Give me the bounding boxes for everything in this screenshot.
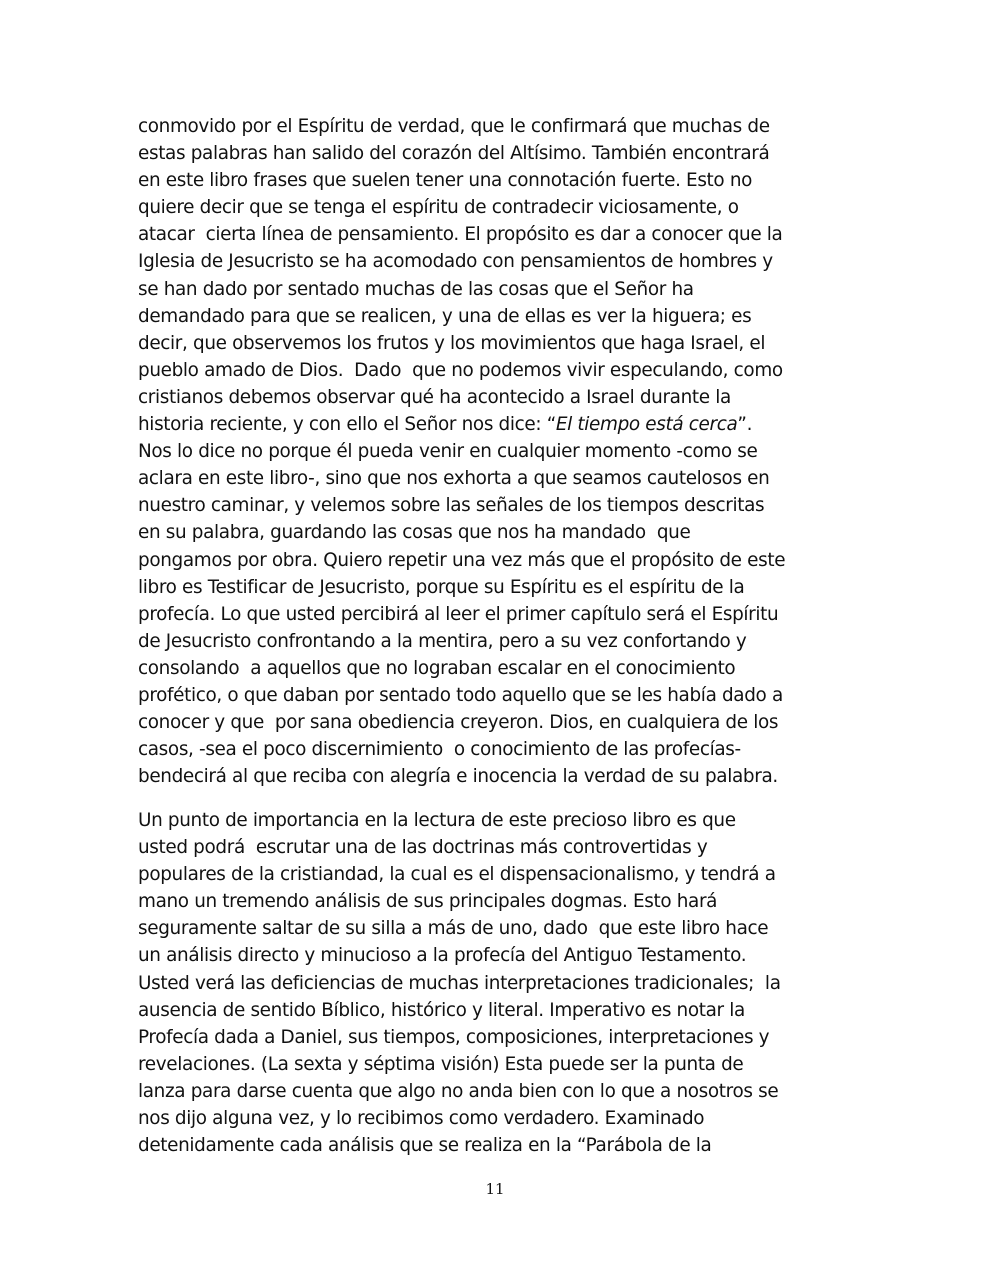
text-line: usted podrá escrutar una de las doctrinas más controvertidas y xyxy=(138,837,708,859)
text-line: revelaciones. (La sexta y séptima visión) Esta puede ser la punta de xyxy=(138,1053,744,1075)
text-line: seguramente saltar de su silla a más de uno, dado que este libro hace xyxy=(138,918,769,940)
text-line: detenidamente cada análisis que se realiza en la “Parábola de la xyxy=(138,1135,712,1157)
text-line: cristianos debemos observar qué ha acontecido a Israel durante la xyxy=(138,386,731,408)
text-line: conocer y que por sana obediencia creyeron. Dios, en cualquiera de los xyxy=(138,712,779,734)
text-line: de Jesucristo confrontando a la mentira, pero a su vez confortando y xyxy=(138,630,747,652)
text-line: en su palabra, guardando las cosas que nos ha mandado que xyxy=(138,522,691,544)
text-line-with-quote xyxy=(138,411,785,438)
paragraph-2 xyxy=(138,807,781,1159)
text-line: estas palabras han salido del corazón del Altísimo. También encontrará xyxy=(138,143,770,165)
page-number: 11 xyxy=(485,1180,505,1198)
text-line: en este libro frases que suelen tener una connotación fuerte. Esto no xyxy=(138,170,753,192)
paragraph-1 xyxy=(138,113,785,790)
text-line: consolando a aquellos que no lograban escalar en el conocimiento xyxy=(138,657,736,679)
text-line: libro es Testificar de Jesucristo, porque su Espíritu es el espíritu de la xyxy=(138,576,745,598)
text-line: populares de la cristiandad, la cual es el dispensacionalismo, y tendrá a xyxy=(138,864,776,886)
text-line: ausencia de sentido Bíblico, histórico y literal. Imperativo es notar la xyxy=(138,999,745,1021)
italic-quote: El tiempo está cerca xyxy=(555,414,738,436)
text-segment: ”. xyxy=(737,414,753,436)
text-line: Un punto de importancia en la lectura de este precioso libro es que xyxy=(138,810,736,831)
text-line: Nos lo dice no porque él pueda venir en cualquier momento -como se xyxy=(138,441,758,463)
text-line: demandado para que se realicen, y una de ellas es ver la higuera; es xyxy=(138,305,752,327)
text-line: casos, -sea el poco discernimiento o conocimiento de las profecías- xyxy=(138,739,741,761)
text-segment: historia reciente, y con ello el Señor nos dice: “ xyxy=(138,414,556,436)
text-line: Iglesia de Jesucristo se ha acomodado con pensamientos de hombres y xyxy=(138,251,773,273)
text-line: decir, que observemos los frutos y los movimientos que haga Israel, el xyxy=(138,332,766,354)
text-line: quiere decir que se tenga el espíritu de contradecir viciosamente, o xyxy=(138,197,739,219)
text-line: un análisis directo y minucioso a la profecía del Antiguo Testamento. xyxy=(138,945,747,967)
text-line: nuestro caminar, y velemos sobre las señales de los tiempos descritas xyxy=(138,495,765,517)
text-line: Usted verá las deficiencias de muchas interpretaciones tradicionales; la xyxy=(138,972,781,994)
text-line: profecía. Lo que usted percibirá al leer el primer capítulo será el Espíritu xyxy=(138,603,779,625)
text-line: bendecirá al que reciba con alegría e inocencia la verdad de su palabra. xyxy=(138,766,778,788)
text-line: lanza para darse cuenta que algo no anda bien con lo que a nosotros se xyxy=(138,1080,779,1102)
text-line: nos dijo alguna vez, y lo recibimos como verdadero. Examinado xyxy=(138,1108,705,1130)
text-line: pongamos por obra. Quiero repetir una vez más que el propósito de este xyxy=(138,549,786,571)
text-line: profético, o que daban por sentado todo aquello que se les había dado a xyxy=(138,684,783,706)
text-line: mano un tremendo análisis de sus principales dogmas. Esto hará xyxy=(138,891,718,913)
text-line: se han dado por sentado muchas de las cosas que el Señor ha xyxy=(138,278,694,300)
text-line: Profecía dada a Daniel, sus tiempos, composiciones, interpretaciones y xyxy=(138,1026,770,1048)
text-line: pueblo amado de Dios. Dado que no podemos vivir especulando, como xyxy=(138,359,783,381)
text-line: aclara en este libro-, sino que nos exhorta a que seamos cautelosos en xyxy=(138,468,770,490)
text-line: conmovido por el Espíritu de verdad, que le confirmará que muchas de xyxy=(138,116,770,137)
text-line: atacar cierta línea de pensamiento. El propósito es dar a conocer que la xyxy=(138,224,783,246)
